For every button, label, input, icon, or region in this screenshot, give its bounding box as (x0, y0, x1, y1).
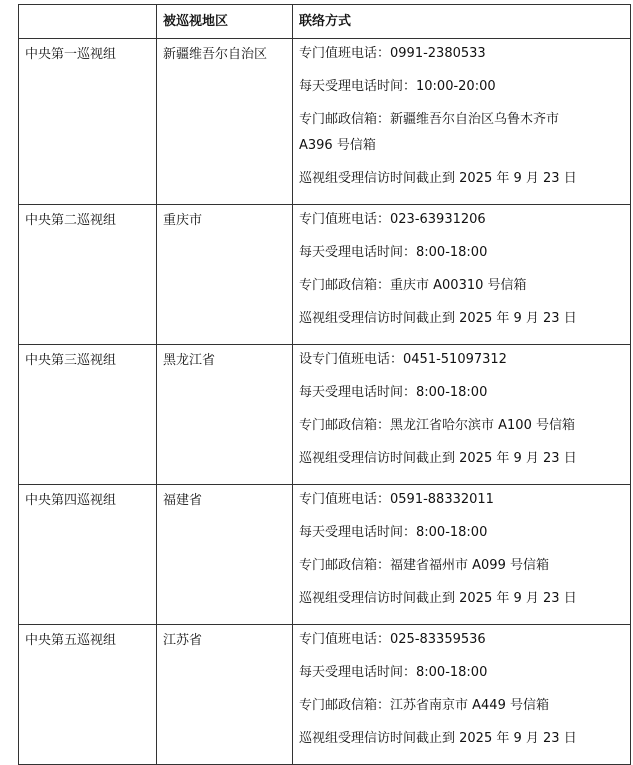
mailbox-line: 专门邮政信箱：江苏省南京市 A449 号信箱 (299, 698, 549, 713)
inspection-contact-table (18, 4, 631, 765)
contact-info (293, 485, 631, 625)
group-name: 中央第一巡视组 (19, 39, 157, 205)
phone-line: 专门值班电话：025-83359536 (299, 632, 486, 647)
deadline-line: 巡视组受理信访时间截止到 2025 年 9 月 23 日 (299, 591, 577, 606)
table-row (19, 625, 631, 765)
table-header-row (19, 5, 631, 39)
region-name: 福建省 (157, 485, 293, 625)
header-group (19, 5, 157, 39)
region-name: 黑龙江省 (157, 345, 293, 485)
mailbox-line: 专门邮政信箱：福建省福州市 A099 号信箱 (299, 558, 549, 573)
hours-line: 每天受理电话时间：8:00-18:00 (299, 665, 488, 680)
phone-line: 专门值班电话：023-63931206 (299, 212, 486, 227)
table-row (19, 345, 631, 485)
deadline-line: 巡视组受理信访时间截止到 2025 年 9 月 23 日 (299, 451, 577, 466)
table-row (19, 485, 631, 625)
phone-line: 专门值班电话：0991-2380533 (299, 46, 486, 61)
region-name: 重庆市 (157, 205, 293, 345)
phone-line: 专门值班电话：0591-88332011 (299, 492, 494, 507)
header-region: 被巡视地区 (157, 5, 293, 39)
deadline-line: 巡视组受理信访时间截止到 2025 年 9 月 23 日 (299, 311, 577, 326)
contact-info (293, 205, 631, 345)
deadline-line: 巡视组受理信访时间截止到 2025 年 9 月 23 日 (299, 171, 577, 186)
region-name: 江苏省 (157, 625, 293, 765)
contact-info (293, 345, 631, 485)
header-contact: 联络方式 (293, 5, 631, 39)
mailbox-line: 专门邮政信箱：新疆维吾尔自治区乌鲁木齐市 (299, 112, 560, 127)
region-name: 新疆维吾尔自治区 (157, 39, 293, 205)
table-row (19, 205, 631, 345)
group-name: 中央第二巡视组 (19, 205, 157, 345)
hours-line: 每天受理电话时间：8:00-18:00 (299, 385, 488, 400)
group-name: 中央第五巡视组 (19, 625, 157, 765)
mailbox-line-continued: A396 号信箱 (299, 138, 376, 153)
group-name: 中央第四巡视组 (19, 485, 157, 625)
table-row (19, 39, 631, 205)
hours-line: 每天受理电话时间：8:00-18:00 (299, 525, 488, 540)
hours-line: 每天受理电话时间：8:00-18:00 (299, 245, 488, 260)
deadline-line: 巡视组受理信访时间截止到 2025 年 9 月 23 日 (299, 731, 577, 746)
phone-line: 设专门值班电话：0451-51097312 (299, 352, 507, 367)
hours-line: 每天受理电话时间：10:00-20:00 (299, 79, 496, 94)
contact-info (293, 39, 631, 205)
inspection-contact-document (18, 4, 630, 765)
mailbox-line: 专门邮政信箱：重庆市 A00310 号信箱 (299, 278, 527, 293)
contact-info (293, 625, 631, 765)
mailbox-line: 专门邮政信箱：黑龙江省哈尔滨市 A100 号信箱 (299, 418, 575, 433)
group-name: 中央第三巡视组 (19, 345, 157, 485)
